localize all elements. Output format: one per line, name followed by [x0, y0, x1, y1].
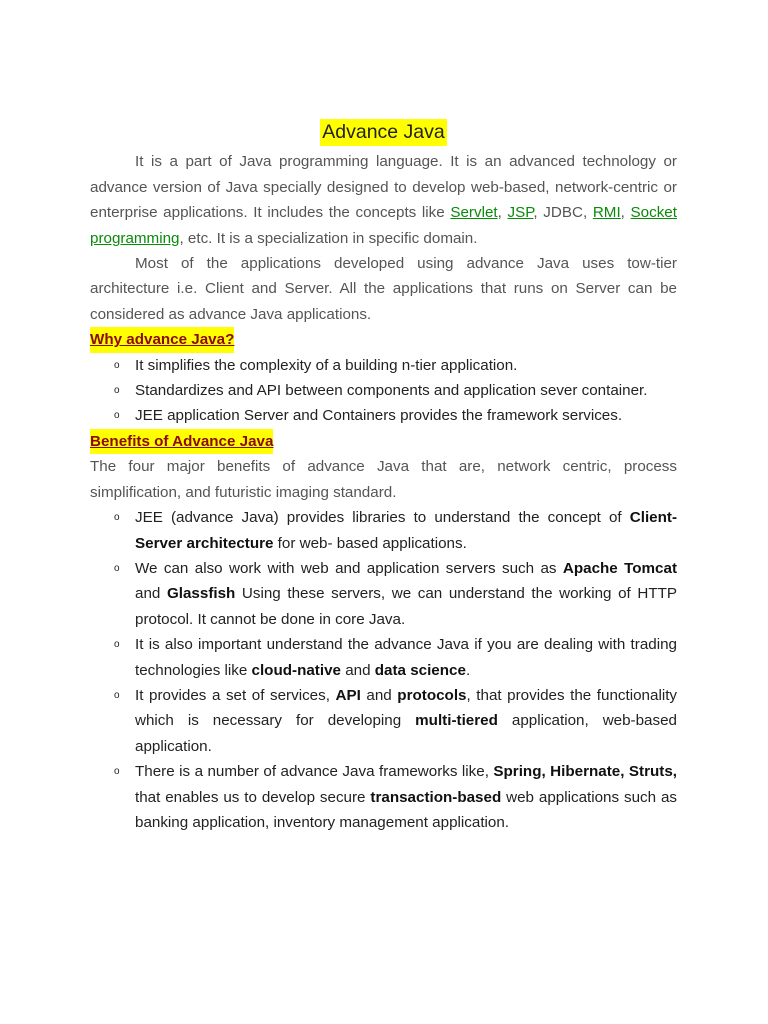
bullet-icon: o — [114, 512, 120, 524]
benefit-text: We can also work with web and application servers such as — [135, 559, 563, 577]
benefit-bold: cloud-native — [251, 661, 341, 679]
bullet-icon: o — [114, 359, 120, 371]
why-heading: Why advance Java? — [90, 327, 234, 352]
benefit-bold: transaction-based — [370, 788, 502, 806]
why-item-text: JEE application Server and Containers provides the framework services. — [135, 407, 623, 425]
benefit-text: and — [360, 686, 398, 704]
intro-text-c: , etc. It is a specialization in specific domain. — [179, 229, 478, 247]
benefit-text: JEE (advance Java) provides libraries to understand the concept of — [135, 509, 630, 527]
bullet-icon: o — [114, 562, 120, 574]
bullet-icon: o — [114, 689, 120, 701]
benefits-heading: Benefits of Advance Java — [90, 429, 273, 454]
benefit-item — [90, 759, 677, 835]
benefit-text: It is also important understand the advance Java if you are dealing with trading technologies like — [135, 636, 677, 679]
why-item-text: Standardizes and API between components and application sever container. — [135, 382, 648, 400]
rmi-link[interactable]: RMI — [592, 204, 621, 222]
intro-sep-1: , — [497, 204, 508, 222]
why-item — [90, 403, 677, 428]
benefit-text: It provides a set of services, — [135, 686, 336, 704]
benefit-bold: Client-Server architecture — [135, 509, 677, 552]
bullet-icon: o — [114, 385, 120, 397]
benefit-item — [90, 505, 677, 556]
benefit-item — [90, 683, 677, 759]
why-list — [90, 353, 677, 429]
benefit-item — [90, 556, 677, 632]
intro-text-a: It is a part of Java programming language. It is an advanced technology or advance version of Java specially designed to develop web-based, network-centric or enterprise applications. It includes the concepts like — [90, 153, 677, 222]
benefits-list — [90, 505, 677, 835]
page-title: Advance Java — [320, 119, 447, 146]
benefit-bold: multi-tiered — [415, 712, 498, 730]
why-item — [90, 353, 677, 378]
servlet-link[interactable]: Servlet — [450, 204, 498, 222]
benefit-text: for web- based applications. — [273, 534, 467, 552]
benefits-heading-row — [90, 429, 677, 454]
jsp-link[interactable]: JSP — [507, 204, 534, 222]
bullet-icon: o — [114, 766, 120, 778]
title-row — [90, 119, 677, 146]
benefit-text: . — [465, 661, 471, 679]
benefit-text: that enables us to develop secure — [135, 788, 371, 806]
benefits-intro: The four major benefits of advance Java that are, network centric, process simplification, and futuristic imaging standard. — [90, 458, 677, 501]
benefit-bold: Apache Tomcat — [562, 559, 678, 577]
why-heading-row — [90, 327, 677, 352]
benefit-item — [90, 632, 677, 683]
benefit-text: web applications such as banking application, inventory management application. — [135, 788, 678, 831]
benefit-bold: Spring, Hibernate, Struts, — [493, 763, 677, 781]
document-body — [90, 119, 677, 835]
benefit-text: application, web-based application. — [135, 712, 677, 755]
intro-paragraph-1 — [90, 149, 677, 251]
intro-paragraph-2: Most of the applications developed using advance Java uses tow-tier architecture i.e. Client and Server. All the applications that runs on Server can be considered as advance Java applications. — [90, 255, 677, 323]
benefit-text: and — [340, 661, 375, 679]
benefit-text: Using these servers, we can understand the working of HTTP protocol. It cannot be done in core Java. — [135, 585, 677, 628]
benefit-bold: data science — [374, 661, 466, 679]
benefit-text: There is a number of advance Java frameworks like, — [135, 763, 494, 781]
benefit-bold: API — [335, 686, 361, 704]
why-item-text: It simplifies the complexity of a building n-tier application. — [135, 356, 518, 374]
why-item — [90, 378, 677, 403]
socket-programming-link[interactable]: Socket programming — [90, 204, 677, 247]
benefit-text: and — [135, 585, 167, 603]
intro-sep-2: , — [620, 204, 631, 222]
intro-text-b: , JDBC, — [533, 204, 593, 222]
bullet-icon: o — [114, 639, 120, 651]
benefit-bold: protocols — [397, 686, 467, 704]
benefit-bold: Glassfish — [166, 585, 236, 603]
bullet-icon: o — [114, 410, 120, 422]
benefit-text: , that provides the functionality which is necessary for developing — [135, 686, 678, 730]
